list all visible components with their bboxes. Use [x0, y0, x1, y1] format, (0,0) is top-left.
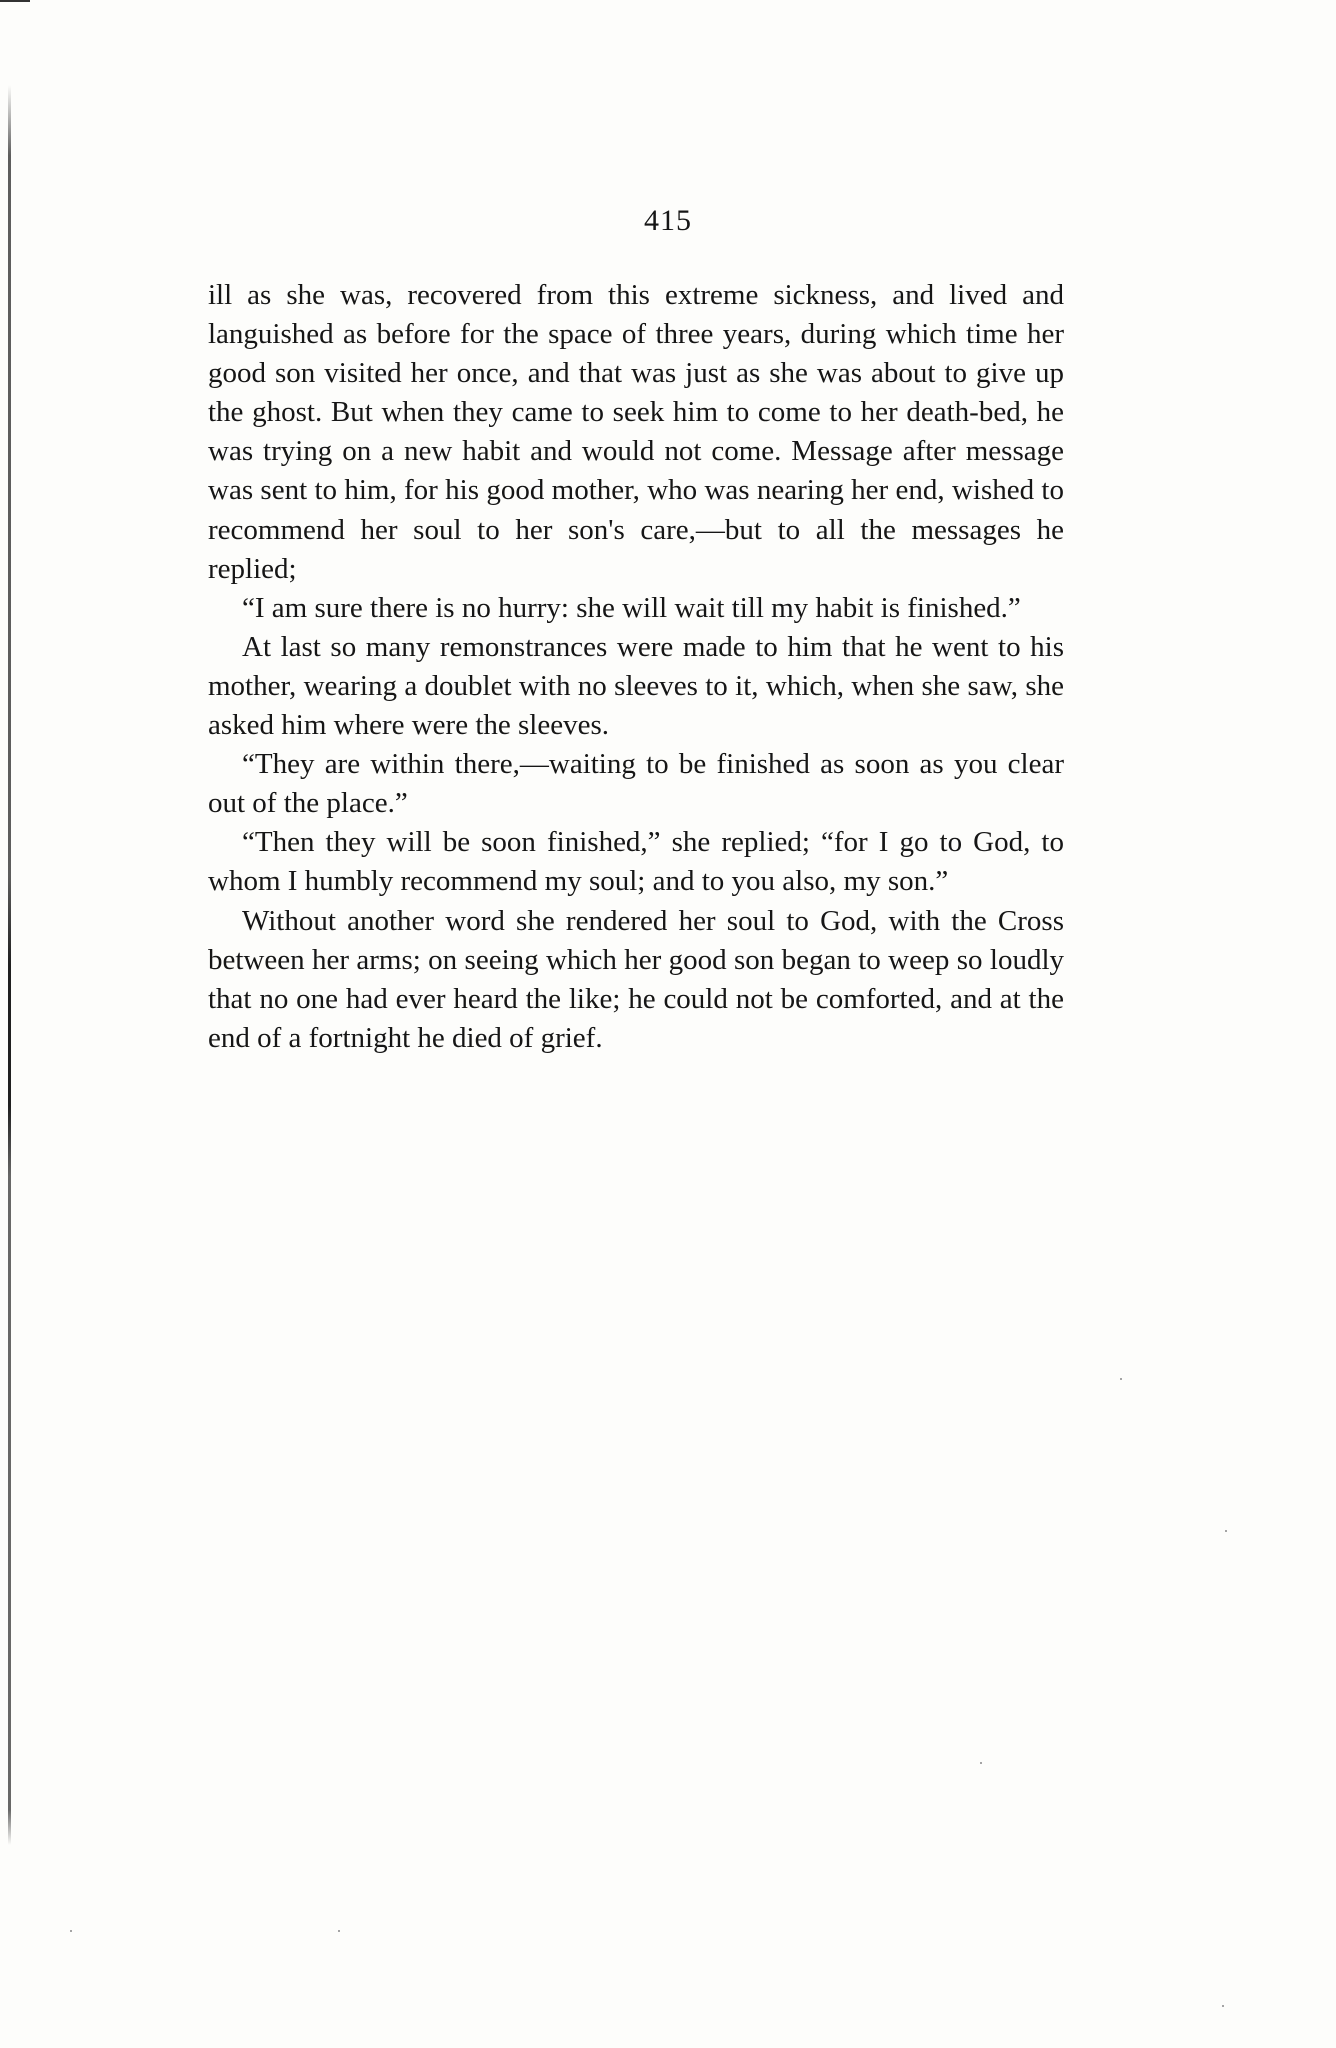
paragraph: At last so many remonstrances were made to him that he went to his mother, wearing a doublet with no sleeves to it, which, when she saw, she asked him where were the sleeves. — [208, 630, 1064, 742]
paragraph: Without another word she rendered her soul to God, with the Cross between her arms; on seeing which her good son began to weep so loudly that no one had ever heard the like; he could not be comforted, and at the end of a fortnight he died of grief. — [208, 904, 1064, 1054]
paragraph: “I am sure there is no hurry: she will wait till my habit is finished.” — [242, 591, 1021, 624]
paragraph: “They are within there,—waiting to be finished as soon as you clear out of the place.” — [208, 748, 1064, 820]
body-text — [208, 276, 1064, 1058]
paragraph: “Then they will be soon finished,” she replied; “for I go to God, to whom I humbly recommend my soul; and to you also, my son.” — [208, 826, 1064, 898]
scan-speck — [338, 1930, 340, 1932]
scan-speck — [980, 1762, 982, 1764]
scan-speck — [1222, 2005, 1224, 2007]
scan-corner-mark — [0, 0, 30, 2]
scan-speck — [70, 1930, 72, 1932]
paragraph: ill as she was, recovered from this extreme sickness, and lived and languished as before for the space of three years, during which time her good son visited her once, and that was just as she was about to give up the ghost. But when they came to seek him to come to her death-bed, he was trying on a new habit and would not come. Message after message was sent to him, for his good mother, who was nearing her end, wished to recommend her soul to her son's care,—but to all the messages he replied; — [208, 279, 1064, 585]
scan-speck — [1225, 1530, 1227, 1532]
page-number: 415 — [644, 204, 692, 237]
binding-edge-shadow — [8, 85, 11, 1845]
scan-speck — [1120, 1378, 1122, 1380]
